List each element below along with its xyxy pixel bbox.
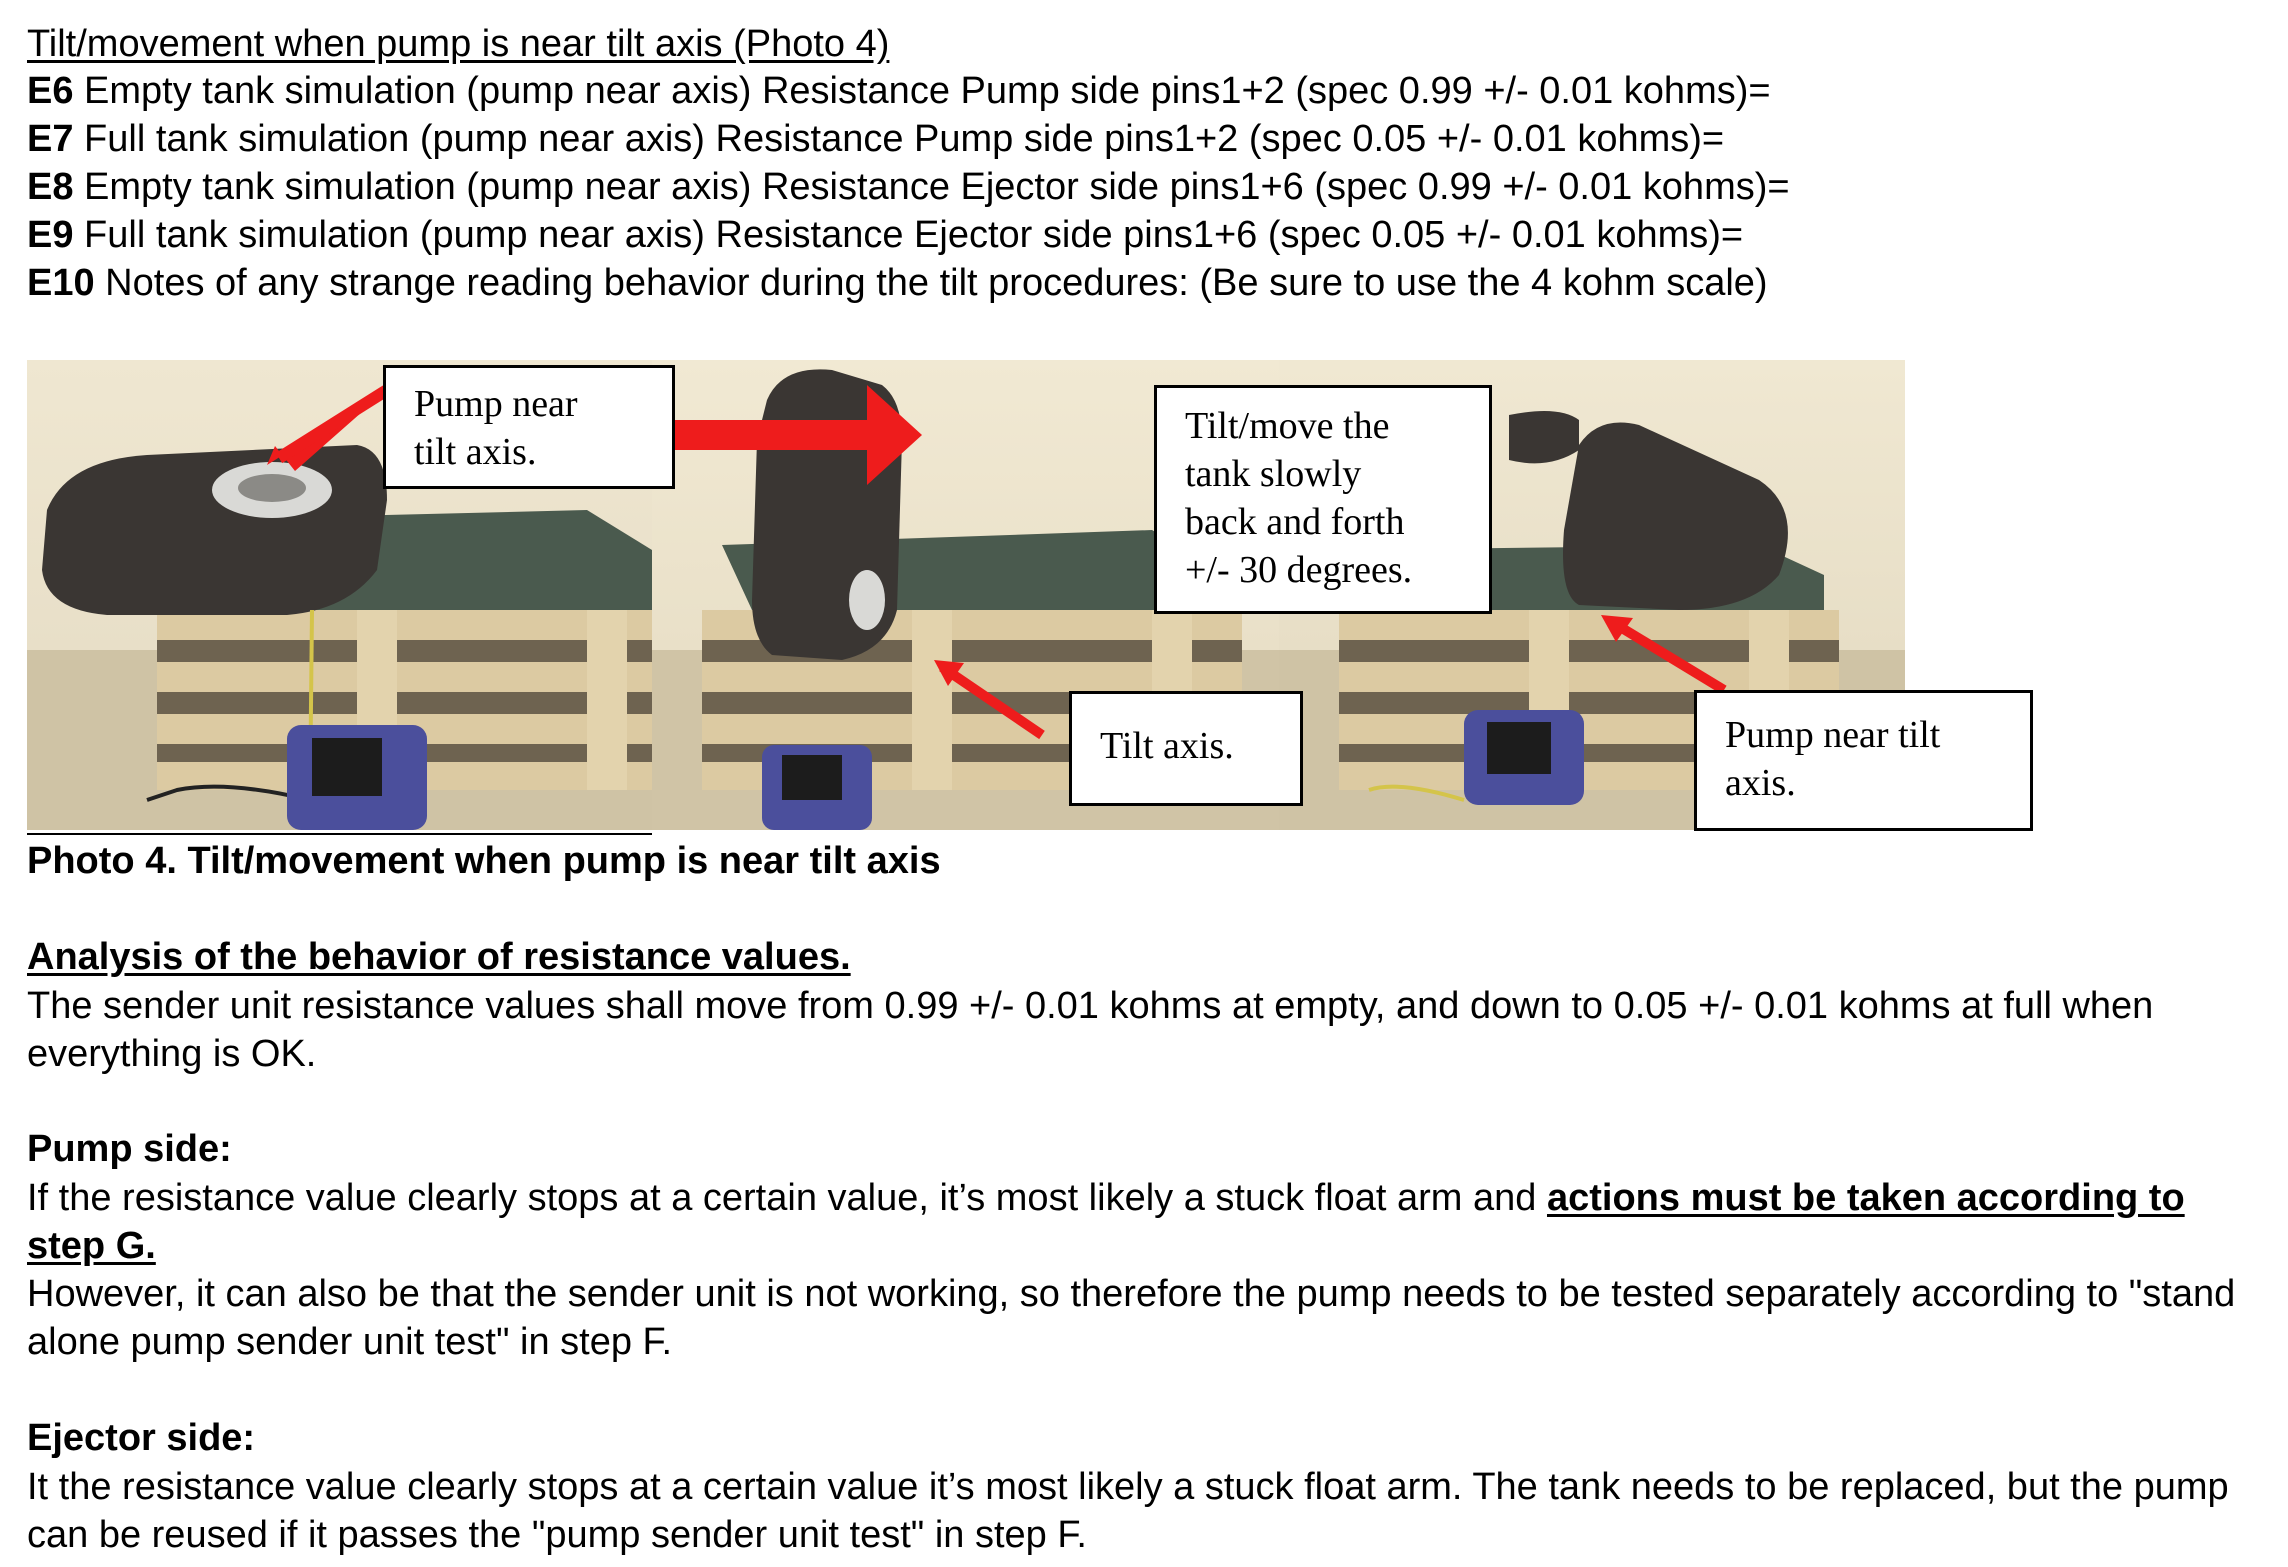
step-e8 <box>27 164 1790 210</box>
pump-cap <box>849 570 885 630</box>
photo-caption-text: Photo 4. Tilt/movement when pump is near tilt axis <box>27 840 941 882</box>
step-e6 <box>27 68 1771 114</box>
fuel-tank <box>1563 423 1788 611</box>
step-e10 <box>27 260 1768 306</box>
pump-side-body-2: However, it can also be that the sender unit is not working, so therefore the pump needs to be tested separately according to "stand alone pump sender unit test" in step F. <box>27 1273 2236 1363</box>
step-text: Empty tank simulation (pump near axis) Resistance Ejector side pins1+6 (spec 0.99 +/- 0.01 kohms)= <box>73 166 1790 208</box>
pump-side-body <box>27 1174 2267 1270</box>
step-text: Empty tank simulation (pump near axis) Resistance Pump side pins1+2 (spec 0.99 +/- 0.01 kohms)= <box>73 70 1771 112</box>
ejector-side-heading <box>27 1415 255 1461</box>
analysis-heading-text: Analysis of the behavior of resistance values. <box>27 936 851 978</box>
pump-side-heading-text: Pump side: <box>27 1128 232 1170</box>
step-text: Full tank simulation (pump near axis) Resistance Ejector side pins1+6 (spec 0.05 +/- 0.01 kohms)= <box>73 214 1744 256</box>
step-id: E10 <box>27 262 95 304</box>
fuel-tank <box>42 445 387 615</box>
callout-pump-near-axis-2: Pump near tilt axis. <box>1694 690 2033 831</box>
step-e7 <box>27 116 1724 162</box>
step-id: E6 <box>27 70 74 112</box>
pump-side-heading <box>27 1126 232 1172</box>
callout-tilt-move: Tilt/move the tank slowly back and forth +/- 30 degrees. <box>1154 385 1492 614</box>
caption-rule <box>27 833 652 835</box>
ejector-side-heading-text: Ejector side: <box>27 1417 256 1459</box>
analysis-heading <box>27 934 851 980</box>
step-id: E9 <box>27 214 74 256</box>
photo-caption <box>27 838 941 884</box>
ejector-side-body: It the resistance value clearly stops at a certain value it’s most likely a stuck float arm. The tank needs to be replaced, but the pump can be reused if it passes the "pump sender unit test" in step F. <box>27 1466 2229 1556</box>
pump-side-text: If the resistance value clearly stops at a certain value, it’s most likely a stuck float arm and <box>27 1177 1547 1219</box>
step-id: E7 <box>27 118 74 160</box>
analysis-body: The sender unit resistance values shall move from 0.99 +/- 0.01 kohms at empty, and down to 0.05 +/- 0.01 kohms at full when everything is OK. <box>27 985 2154 1075</box>
callout-tilt-axis: Tilt axis. <box>1069 691 1303 806</box>
step-g-reference: actions must be taken according to step G. <box>27 1177 2185 1267</box>
step-text: Full tank simulation (pump near axis) Resistance Pump side pins1+2 (spec 0.05 +/- 0.01 kohms)= <box>73 118 1725 160</box>
callout-pump-near-axis-1: Pump near tilt axis. <box>383 365 675 489</box>
step-e9 <box>27 212 1743 258</box>
tilt-section-heading: Tilt/movement when pump is near tilt axis (Photo 4) <box>27 23 890 65</box>
step-id: E8 <box>27 166 74 208</box>
step-text: Notes of any strange reading behavior during the tilt procedures: (Be sure to use the 4 kohm scale) <box>94 262 1768 304</box>
